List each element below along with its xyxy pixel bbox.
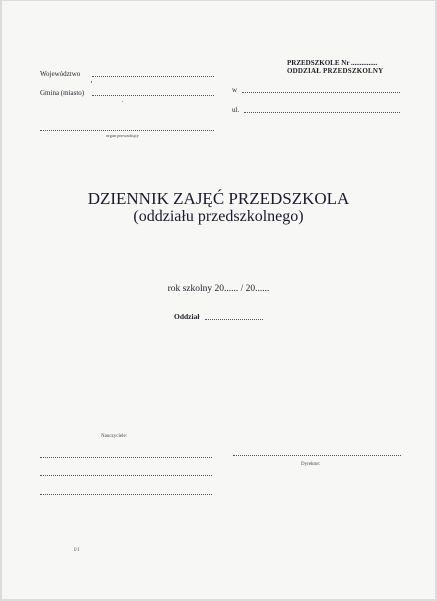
dyrektor-signature-field[interactable] [233,455,401,456]
nauczyciele-label: Nauczyciele: [101,434,128,439]
form-page [2,1,435,599]
oddzial-przedszkolny-heading: ODDZIAŁ PRZEDSZKOLNY [287,67,384,75]
scan-speck [122,101,123,102]
scan-speck [91,81,92,83]
school-year[interactable]: rok szkolny 20...... / 20...... [167,284,270,294]
przedszkole-nr: PRZEDSZKOLE Nr ............... [287,59,378,67]
teacher-line-2[interactable] [40,475,212,476]
gmina-label: Gmina (miasto) [40,89,85,97]
miejscowosc-field[interactable] [242,92,400,93]
document-subtitle: (oddziału przedszkolnego) [133,208,304,225]
oddzial-label: Oddział [174,312,200,321]
page-mark: I/1 [74,548,80,553]
ulica-field[interactable] [244,112,400,113]
organ-caption: organ prowadzący [106,133,140,138]
wojewodztwo-field[interactable] [92,76,214,77]
w-label: w [232,86,238,94]
dyrektor-label: Dyrektor: [301,462,321,467]
document-title: DZIENNIK ZAJĘĆ PRZEDSZKOLA [87,189,350,208]
teacher-line-3[interactable] [40,494,212,495]
organ-prowadzacy-field[interactable] [40,130,214,131]
ul-label: ul. [232,106,240,114]
oddzial-field[interactable] [205,319,263,320]
teacher-line-1[interactable] [40,457,212,458]
wojewodztwo-label: Województwo [40,70,81,78]
gmina-field[interactable] [92,95,214,96]
